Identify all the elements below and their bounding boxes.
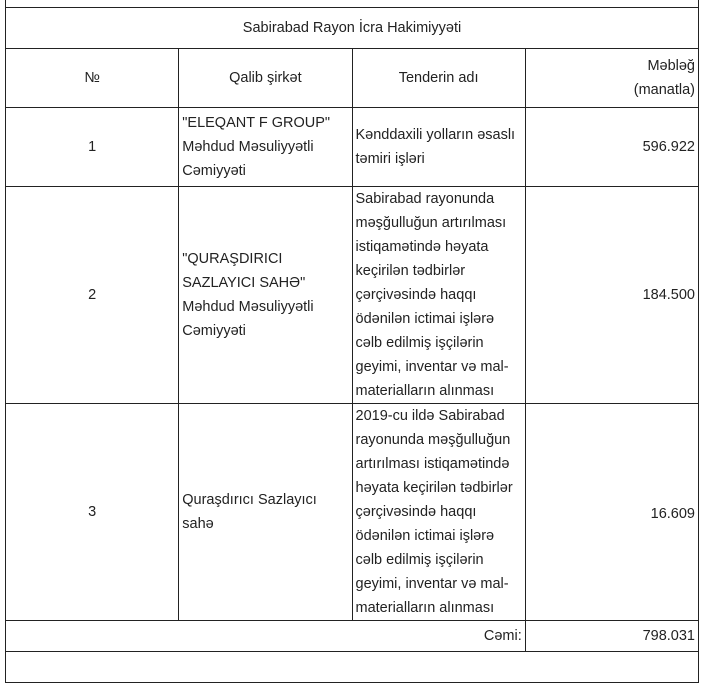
- table-row: [6, 404, 699, 621]
- row-number: 1: [6, 108, 179, 187]
- title-row: [6, 8, 699, 49]
- header-company: Qalib şirkət: [179, 49, 352, 108]
- next-section-cell: [6, 652, 699, 683]
- table-title: Sabirabad Rayon İcra Hakimiyyəti: [6, 8, 699, 49]
- row-tender: Kənddaxili yolların əsaslı təmiri işləri: [352, 108, 525, 187]
- total-row: [6, 621, 699, 652]
- table-row: [6, 108, 699, 187]
- row-tender: Sabirabad rayonunda məşğulluğun artırılması istiqamətində həyata keçirilən tədbirlər çərçivəsində haqqı ödənilən ictimai işlərə cəlb edilmiş işçilərin geyimi, inventar və mal-materialların alınması: [352, 187, 525, 404]
- header-amount: [525, 49, 698, 108]
- row-company: Quraşdırıcı Sazlayıcı sahə: [179, 404, 352, 621]
- row-company: "ELEQANT F GROUP" Məhdud Məsuliyyətli Cəmiyyəti: [179, 108, 352, 187]
- header-amount-line1: Məbləğ: [647, 58, 695, 74]
- previous-section-cell: [6, 0, 699, 8]
- total-amount: 798.031: [525, 621, 698, 652]
- row-amount: 596.922: [525, 108, 698, 187]
- row-number: 2: [6, 187, 179, 404]
- header-tender: Tenderin adı: [352, 49, 525, 108]
- tender-table: [5, 0, 699, 683]
- header-number: №: [6, 49, 179, 108]
- row-company: "QURAŞDIRICI SAZLAYICI SAHƏ" Məhdud Məsuliyyətli Cəmiyyəti: [179, 187, 352, 404]
- row-amount: 184.500: [525, 187, 698, 404]
- total-label: Cəmi:: [6, 621, 526, 652]
- table-row: [6, 187, 699, 404]
- previous-section-row: [6, 0, 699, 8]
- row-tender: 2019-cu ildə Sabirabad rayonunda məşğulluğun artırılması istiqamətində həyata keçirilən tədbirlər çərçivəsində haqqı ödənilən ictimai işlərə cəlb edilmiş işçilərin geyimi, inventar və mal-materialların alınması: [352, 404, 525, 621]
- next-section-row: [6, 652, 699, 683]
- row-number: 3: [6, 404, 179, 621]
- row-amount: 16.609: [525, 404, 698, 621]
- header-amount-line2: (manatla): [633, 82, 695, 98]
- header-row: [6, 49, 699, 108]
